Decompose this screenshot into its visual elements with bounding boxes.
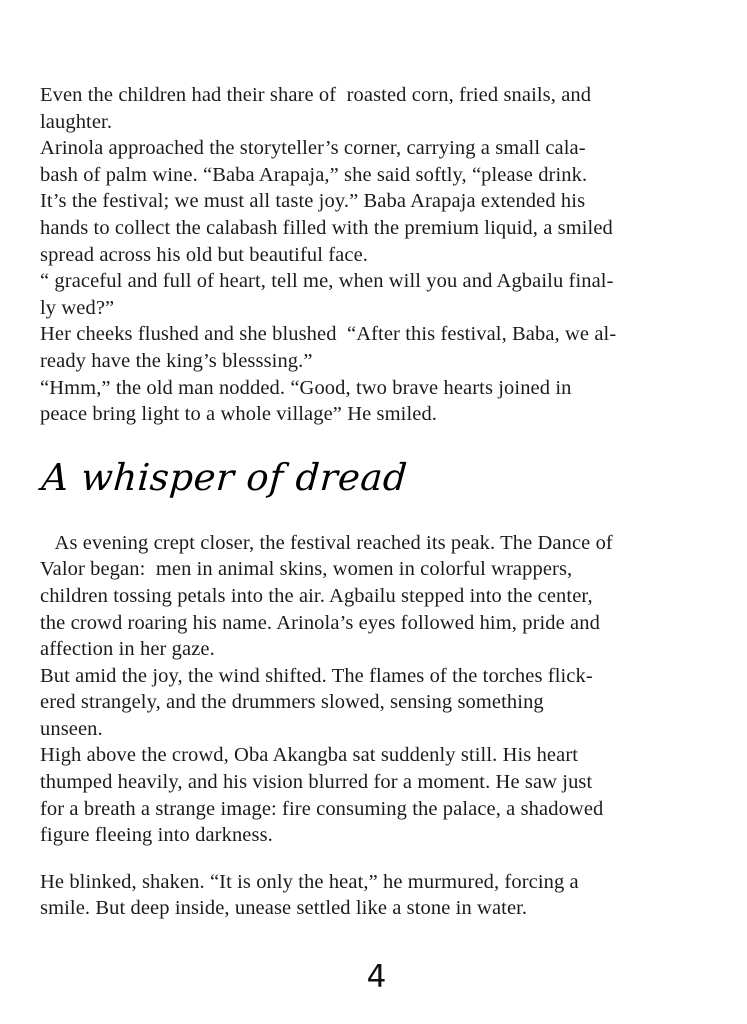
blank-line [40, 849, 713, 869]
paragraph [40, 530, 713, 663]
page-number: 4 [366, 959, 387, 996]
text-line: “ graceful and full of heart, tell me, when will you and Agbailu final- [40, 270, 614, 293]
paragraph [40, 321, 713, 374]
text-line: As evening crept closer, the festival reached its peak. The Dance of [40, 531, 613, 554]
text-line: Valor began: men in animal skins, women in colorful wrappers, [40, 558, 573, 581]
paragraph [40, 135, 713, 268]
text-line: It’s the festival; we must all taste joy.” Baba Arapaja extended his [40, 190, 586, 213]
text-line: Arinola approached the storyteller’s corner, carrying a small cala- [40, 137, 586, 160]
text-line: He blinked, shaken. “It is only the heat,” he murmured, forcing a [40, 870, 579, 893]
text-line: hands to collect the calabash filled with the premium liquid, a smiled [40, 216, 613, 239]
text-line: the crowd roaring his name. Arinola’s eyes followed him, pride and [40, 611, 600, 634]
text-line: But amid the joy, the wind shifted. The flames of the torches flick- [40, 664, 593, 687]
text-line: bash of palm wine. “Baba Arapaja,” she said softly, “please drink. [40, 163, 588, 186]
text-line: ly wed?” [40, 296, 115, 319]
text-line: children tossing petals into the air. Agbailu stepped into the center, [40, 584, 593, 607]
text-line: for a breath a strange image: fire consuming the palace, a shadowed [40, 797, 604, 820]
text-line: smile. But deep inside, unease settled like a stone in water. [40, 897, 528, 920]
text-line: High above the crowd, Oba Akangba sat suddenly still. His heart [40, 744, 579, 767]
text-line: Even the children had their share of roasted corn, fried snails, and [40, 84, 592, 106]
text-line: affection in her gaze. [40, 638, 215, 661]
text-line: Her cheeks flushed and she blushed “After this festival, Baba, we al- [40, 323, 617, 346]
page-content [40, 82, 713, 922]
paragraph [40, 663, 713, 743]
text-line: ready have the king’s blesssing.” [40, 349, 313, 372]
paragraph [40, 82, 713, 135]
section-heading: A whisper of dread [40, 455, 409, 499]
paragraph [40, 869, 713, 922]
text-line: peace bring light to a whole village” He smiled. [40, 403, 438, 426]
text-line: unseen. [40, 717, 103, 740]
text-line: figure fleeing into darkness. [40, 824, 273, 847]
paragraph [40, 375, 713, 428]
text-line: spread across his old but beautiful face. [40, 243, 369, 266]
paragraph [40, 742, 713, 848]
paragraph [40, 268, 713, 321]
text-line: “Hmm,” the old man nodded. “Good, two brave hearts joined in [40, 376, 572, 399]
text-line: ered strangely, and the drummers slowed, sensing something [40, 691, 544, 714]
text-line: thumped heavily, and his vision blurred for a moment. He saw just [40, 771, 593, 794]
text-line: laughter. [40, 110, 113, 133]
